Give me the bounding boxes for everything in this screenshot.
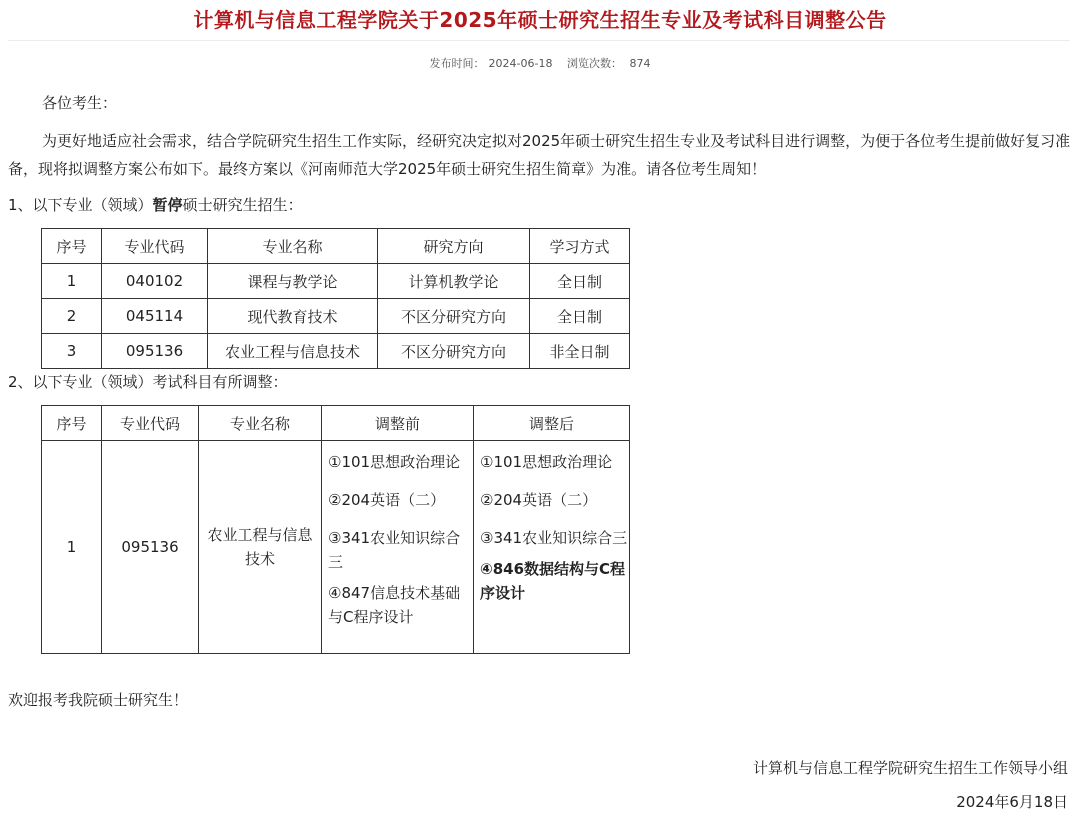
header-cell: 学习方式 <box>530 229 630 264</box>
header-cell: 调整前 <box>322 406 474 441</box>
publish-date: 2024-06-18 <box>488 57 553 70</box>
table-row <box>42 441 630 654</box>
section1-suffix: 硕士研究生招生： <box>182 196 303 214</box>
table-cell: 计算机教学论 <box>378 264 530 299</box>
header-cell: 专业代码 <box>102 229 208 264</box>
publish-label: 发布时间： <box>429 57 485 70</box>
header-cell: 专业代码 <box>102 406 199 441</box>
table-cell: 1 <box>42 264 102 299</box>
welcome-text: 欢迎报考我院硕士研究生！ <box>8 691 189 709</box>
after-subjects-cell <box>474 441 630 654</box>
table-cell: 3 <box>42 334 102 369</box>
header-cell: 专业名称 <box>208 229 378 264</box>
signature: 计算机与信息工程学院研究生招生工作领导小组 <box>752 759 1068 777</box>
table-cell: 农业工程与信息技术 <box>208 334 378 369</box>
table-cell: 全日制 <box>530 264 630 299</box>
section1-prefix: 1、以下专业（领域） <box>8 196 153 214</box>
views-count: 874 <box>629 57 651 70</box>
table-cell <box>199 441 322 654</box>
table-cell: 095136 <box>102 334 208 369</box>
table-row <box>42 334 630 369</box>
subject-item: ④847信息技术基础与C程序设计 <box>328 584 461 626</box>
header-cell: 调整后 <box>474 406 630 441</box>
views-label: 浏览次数： <box>566 57 622 70</box>
table-row <box>42 299 630 334</box>
table-header-row <box>42 229 630 264</box>
header-cell: 专业名称 <box>199 406 322 441</box>
table-row <box>42 264 630 299</box>
major-name: 农业工程与信息技术 <box>207 526 313 568</box>
suspended-majors-table <box>41 228 630 369</box>
greeting: 各位考生： <box>42 94 118 112</box>
subject-adjustment-table <box>41 405 630 654</box>
subject-item: ④846数据结构与C程序设计 <box>480 560 626 602</box>
article-meta <box>0 55 1080 71</box>
subject-item: ②204英语（二） <box>480 491 598 509</box>
page-title: 计算机与信息工程学院关于2025年硕士研究生招生专业及考试科目调整公告 <box>193 8 887 32</box>
section1-heading <box>8 191 303 219</box>
table-cell: 全日制 <box>530 299 630 334</box>
title-divider <box>8 40 1070 41</box>
table-cell: 课程与教学论 <box>208 264 378 299</box>
header-cell: 序号 <box>42 406 102 441</box>
table-cell: 045114 <box>102 299 208 334</box>
table-cell: 现代教育技术 <box>208 299 378 334</box>
table-cell: 1 <box>42 441 102 654</box>
sign-date: 2024年6月18日 <box>956 793 1068 811</box>
table-header-row <box>42 406 630 441</box>
table-cell: 040102 <box>102 264 208 299</box>
header-cell: 序号 <box>42 229 102 264</box>
subject-item: ②204英语（二） <box>328 491 446 509</box>
table-cell: 非全日制 <box>530 334 630 369</box>
table-cell: 不区分研究方向 <box>378 299 530 334</box>
subject-item: ③341农业知识综合三 <box>328 529 461 571</box>
before-subjects-cell <box>322 441 474 654</box>
subject-item: ①101思想政治理论 <box>480 453 613 471</box>
table-cell: 2 <box>42 299 102 334</box>
section2-heading: 2、以下专业（领域）考试科目有所调整： <box>8 373 288 391</box>
subject-item: ③341农业知识综合三 <box>480 529 628 547</box>
subject-item: ①101思想政治理论 <box>328 453 461 471</box>
section1-emphasis: 暂停 <box>152 196 183 214</box>
header-cell: 研究方向 <box>378 229 530 264</box>
intro-paragraph: 为更好地适应社会需求，结合学院研究生招生工作实际，经研究决定拟对2025年硕士研究生招生专业及考试科目进行调整，为便于各位考生提前做好复习准备，现将拟调整方案公布如下。最终方案以《河南师范大学2025年硕士研究生招生简章》为准。请各位考生周知！ <box>8 132 1071 178</box>
table-cell: 不区分研究方向 <box>378 334 530 369</box>
table-cell: 095136 <box>102 441 199 654</box>
